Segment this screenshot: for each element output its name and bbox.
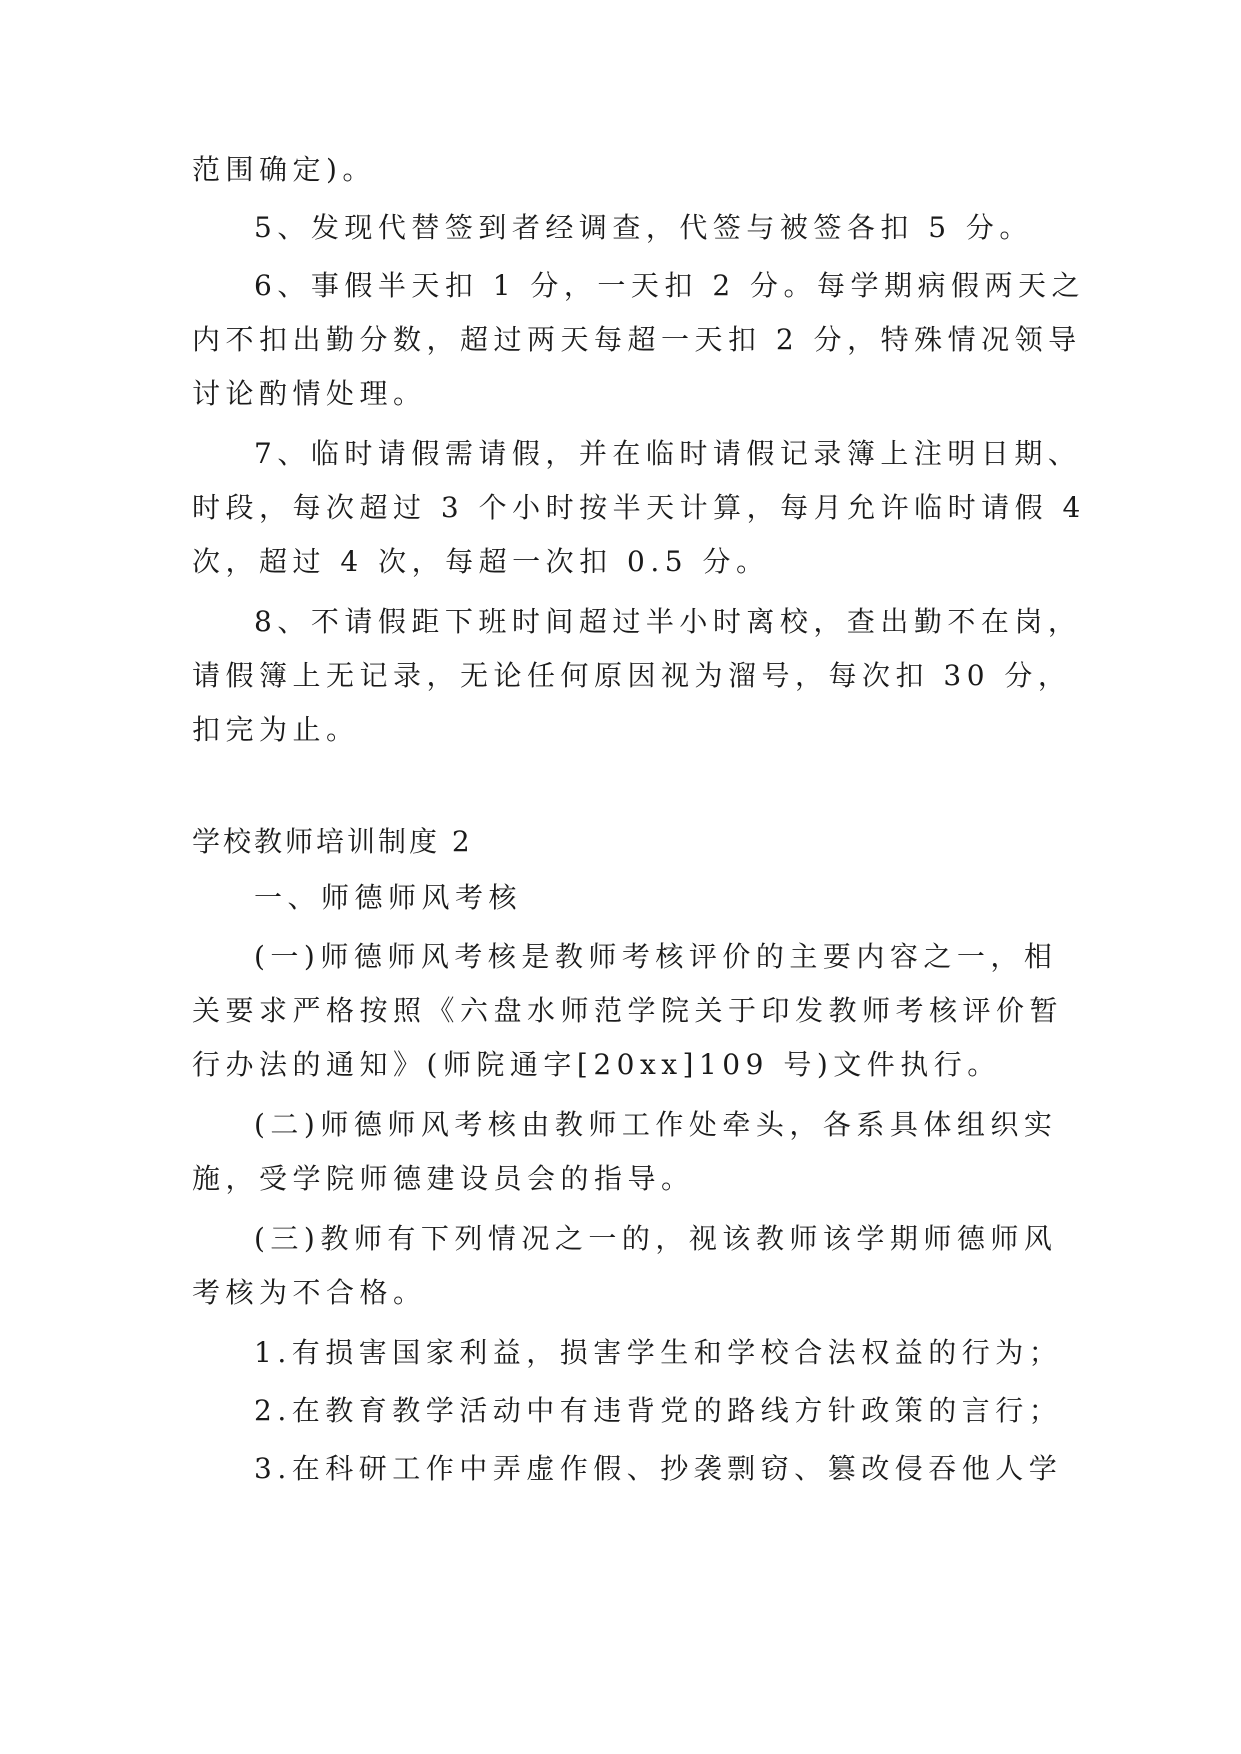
paragraph-line: 7、临时请假需请假，并在临时请假记录簿上注明日期、 [254,437,1082,470]
paragraph-line: (三)教师有下列情况之一的，视该教师该学期师德师风 [254,1222,1058,1255]
paragraph-line: 考核为不合格。 [192,1276,427,1309]
paragraph-line: 6、事假半天扣 1 分，一天扣 2 分。每学期病假两天之 [254,269,1086,302]
list-item: 3.在科研工作中弄虚作假、抄袭剽窃、篡改侵吞他人学 [254,1452,1063,1485]
paragraph-line: 次，超过 4 次，每超一次扣 0.5 分。 [192,545,770,578]
paragraph-line: 讨论酌情处理。 [192,377,427,410]
paragraph-line: 请假簿上无记录，无论任何原因视为溜号，每次扣 30 分， [192,659,1072,692]
paragraph-line: 内不扣出勤分数，超过两天每超一天扣 2 分，特殊情况领导 [192,323,1082,356]
paragraph-line: (一)师德师风考核是教师考核评价的主要内容之一，相 [254,940,1058,973]
list-item: 1.有损害国家利益，损害学生和学校合法权益的行为； [254,1336,1063,1369]
paragraph-line: 8、不请假距下班时间超过半小时离校，查出勤不在岗， [254,605,1082,638]
paragraph-line: (二)师德师风考核由教师工作处牵头，各系具体组织实 [254,1108,1058,1141]
paragraph-line: 时段，每次超过 3 个小时按半天计算，每月允许临时请假 4 [192,491,1086,524]
section-title: 学校教师培训制度 2 [192,825,473,858]
paragraph-line: 5、发现代替签到者经调查，代签与被签各扣 5 分。 [254,211,1033,244]
paragraph-line: 行办法的通知》(师院通字[20xx]109 号)文件执行。 [192,1048,1001,1081]
paragraph-line: 范围确定)。 [192,153,376,186]
paragraph-line: 关要求严格按照《六盘水师范学院关于印发教师考核评价暂 [192,994,1064,1027]
paragraph-line: 施，受学院师德建设员会的指导。 [192,1162,695,1195]
subheading: 一、师德师风考核 [254,881,523,914]
paragraph-line: 扣完为止。 [192,713,360,746]
list-item: 2.在教育教学活动中有违背党的路线方针政策的言行； [254,1394,1063,1427]
